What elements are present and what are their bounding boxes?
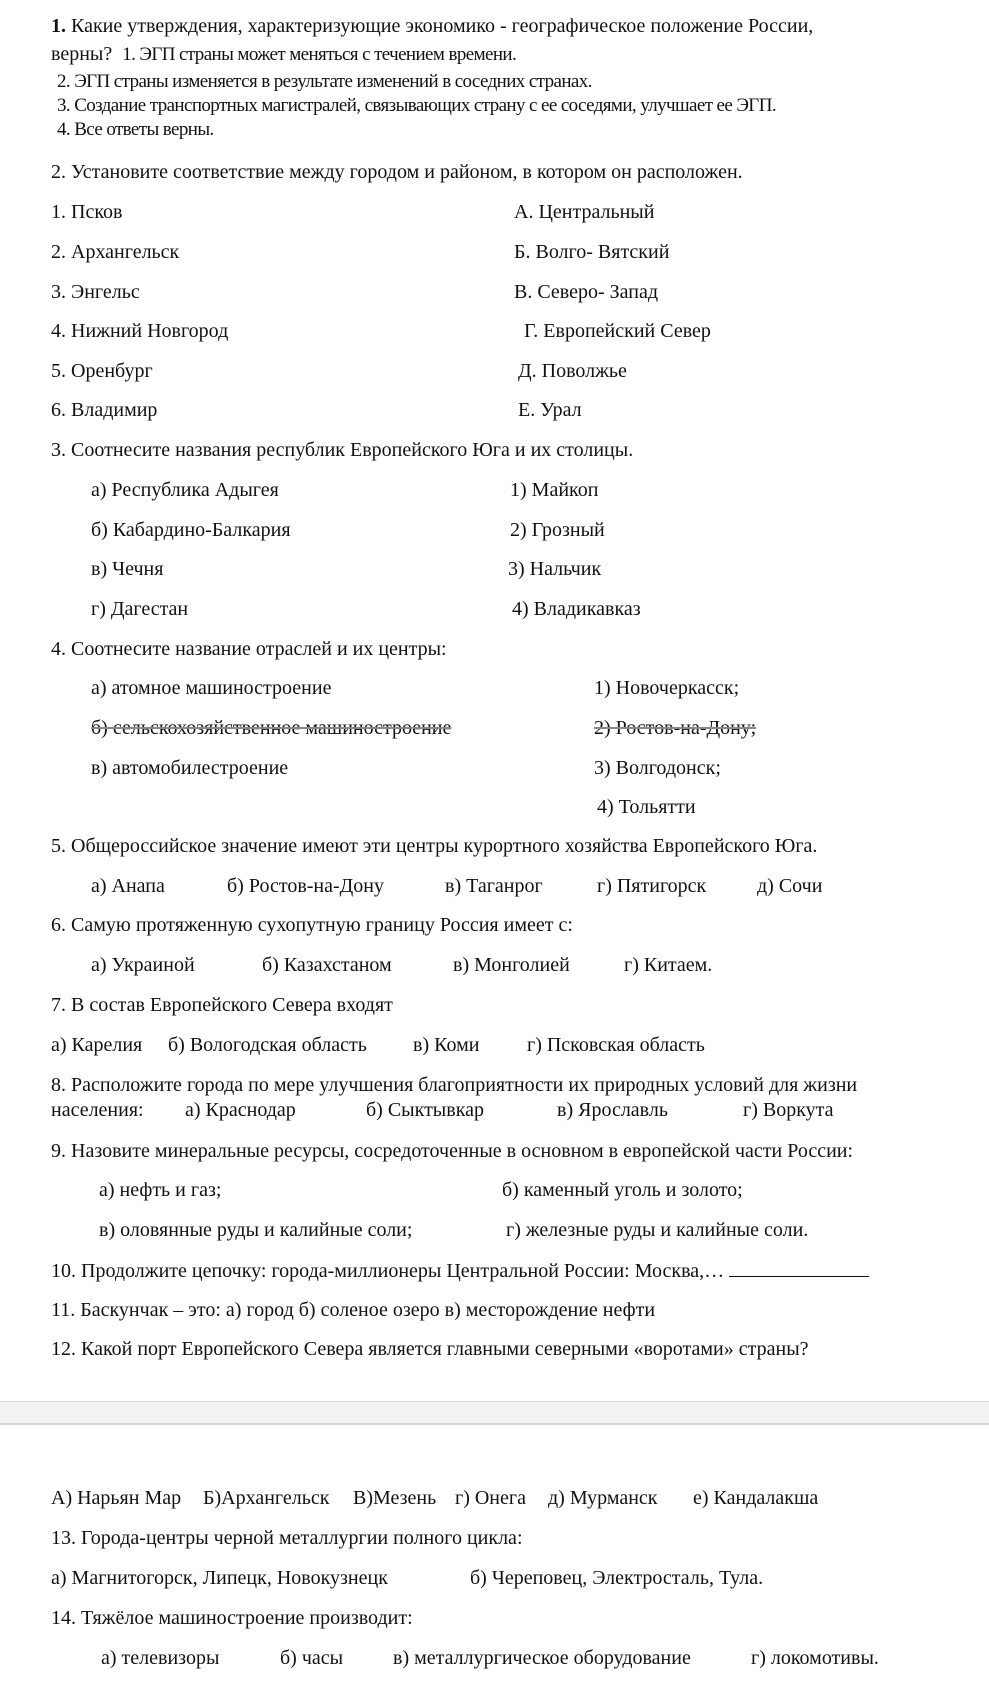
q7-option: а) Карелия — [51, 1034, 143, 1056]
q1-option-1: 1. ЭГП страны может меняться с течением времени. — [122, 44, 517, 65]
q2-right-item: Б. Волго- Вятский — [514, 241, 670, 263]
q7-option: в) Коми — [413, 1034, 480, 1056]
q10-answer-blank — [729, 1258, 869, 1277]
q8-title: 8. Расположите города по мере улучшения благоприятности их природных условий для жизни — [51, 1074, 858, 1096]
q1-verny: верны? — [51, 43, 113, 65]
q7-option: б) Вологодская область — [168, 1034, 367, 1056]
q8-line2: населения: — [51, 1099, 144, 1121]
q12-title: 12. Какой порт Европейского Севера является главными северными «воротами» страны? — [51, 1338, 809, 1360]
q2-right-item: Г. Европейский Север — [524, 320, 711, 342]
q6-title: 6. Самую протяженную сухопутную границу Россия имеет с: — [51, 914, 573, 936]
q4-left-item: а) атомное машиностроение — [91, 677, 332, 699]
q9-option: в) оловянные руды и калийные соли; — [99, 1219, 413, 1241]
q14-option: г) локомотивы. — [751, 1647, 879, 1669]
q12-option: е) Кандалакша — [693, 1487, 819, 1509]
q8-option: в) Ярославль — [557, 1099, 668, 1121]
q14-title: 14. Тяжёлое машиностроение производит: — [51, 1607, 413, 1629]
q14-option: б) часы — [280, 1647, 344, 1669]
q6-option: г) Китаем. — [624, 954, 713, 976]
q3-left-item: г) Дагестан — [91, 598, 189, 620]
q9-title: 9. Назовите минеральные ресурсы, сосредоточенные в основном в европейской части России: — [51, 1140, 854, 1162]
q1-line2 — [51, 42, 516, 67]
q4-right-item: 3) Волгодонск; — [594, 757, 721, 779]
q2-right-item: Д. Поволжье — [518, 360, 627, 382]
q3-right-item: 1) Майкоп — [510, 479, 599, 501]
q12-option: А) Нарьян Мар — [51, 1487, 182, 1509]
q1-option-3: 3. Создание транспортных магистралей, связывающих страну с ее соседями, улучшает ее ЭГП. — [57, 95, 776, 116]
q7-option: г) Псковская область — [527, 1034, 705, 1056]
q8-option: а) Краснодар — [185, 1099, 296, 1121]
q3-right-item: 4) Владикавказ — [512, 598, 641, 620]
q4-right-item: 2) Ростов-на-Дону; — [594, 717, 757, 739]
q2-right-item: Е. Урал — [518, 399, 582, 421]
q5-option: а) Анапа — [91, 875, 165, 897]
q11-title: 11. Баскунчак – это: а) город б) соленое озеро в) месторождение нефти — [51, 1299, 656, 1321]
q14-option: в) металлургическое оборудование — [393, 1647, 691, 1669]
q12-option: д) Мурманск — [548, 1487, 658, 1509]
q1-text: Какие утверждения, характеризующие экономико - географическое положение России, — [71, 15, 814, 37]
q3-left-item: а) Республика Адыгея — [91, 479, 279, 501]
q3-title: 3. Соотнесите названия республик Европейского Юга и их столицы. — [51, 439, 634, 461]
q9-option: а) нефть и газ; — [99, 1179, 222, 1201]
q10-title: 10. Продолжите цепочку: города-миллионеры Центральной России: Москва,… — [51, 1260, 725, 1282]
q5-option: в) Таганрог — [445, 875, 543, 897]
q4-left-item: в) автомобилестроение — [91, 757, 289, 779]
q8-option: б) Сыктывкар — [366, 1099, 484, 1121]
q6-option: б) Казахстаном — [262, 954, 392, 976]
page-break-bottom — [0, 1423, 989, 1425]
q3-right-item: 2) Грозный — [510, 519, 605, 541]
q12-option: Б)Архангельск — [203, 1487, 330, 1509]
q2-left-item: 3. Энгельс — [51, 281, 140, 303]
q4-right-item: 4) Тольятти — [597, 796, 696, 818]
q9-option: г) железные руды и калийные соли. — [506, 1219, 809, 1241]
q5-option: б) Ростов-на-Дону — [227, 875, 385, 897]
q12-option: В)Мезень — [353, 1487, 437, 1509]
q2-title: 2. Установите соответствие между городом и районом, в котором он расположен. — [51, 161, 743, 183]
q2-left-item: 1. Псков — [51, 201, 123, 223]
q3-left-item: б) Кабардино-Балкария — [91, 519, 291, 541]
q2-left-item: 4. Нижний Новгород — [51, 320, 229, 342]
q1-line1 — [51, 14, 813, 38]
q2-left-item: 5. Оренбург — [51, 360, 153, 382]
q5-option: г) Пятигорск — [597, 875, 707, 897]
q9-option: б) каменный уголь и золото; — [502, 1179, 743, 1201]
q4-title: 4. Соотнесите название отраслей и их центры: — [51, 638, 447, 660]
q13-option: а) Магнитогорск, Липецк, Новокузнецк — [51, 1567, 388, 1589]
q14-option: а) телевизоры — [101, 1647, 220, 1669]
q12-option: г) Онега — [455, 1487, 526, 1509]
q2-left-item: 2. Архангельск — [51, 241, 180, 263]
q8-option: г) Воркута — [743, 1099, 834, 1121]
q1-number: 1. — [51, 15, 66, 37]
q3-left-item: в) Чечня — [91, 558, 164, 580]
q3-right-item: 3) Нальчик — [508, 558, 602, 580]
q7-title: 7. В состав Европейского Севера входят — [51, 994, 393, 1016]
q13-title: 13. Города-центры черной металлургии полного цикла: — [51, 1527, 523, 1549]
q1-option-4: 4. Все ответы верны. — [57, 119, 214, 140]
q5-option: д) Сочи — [757, 875, 823, 897]
q2-right-item: В. Северо- Запад — [514, 281, 659, 303]
q10-line — [51, 1258, 869, 1283]
q4-right-item: 1) Новочеркасск; — [594, 677, 740, 699]
q6-option: в) Монголией — [453, 954, 570, 976]
q5-title: 5. Общероссийское значение имеют эти центры курортного хозяйства Европейского Юга. — [51, 835, 818, 857]
q1-option-2: 2. ЭГП страны изменяется в результате изменений в соседних странах. — [57, 71, 592, 92]
q4-left-item: б) сельскохозяйственное машиностроение — [91, 717, 452, 739]
q2-right-item: А. Центральный — [514, 201, 655, 223]
page-break-gap — [0, 1402, 989, 1424]
q6-option: а) Украиной — [91, 954, 195, 976]
q13-option: б) Череповец, Электросталь, Тула. — [470, 1567, 764, 1589]
q2-left-item: 6. Владимир — [51, 399, 158, 421]
